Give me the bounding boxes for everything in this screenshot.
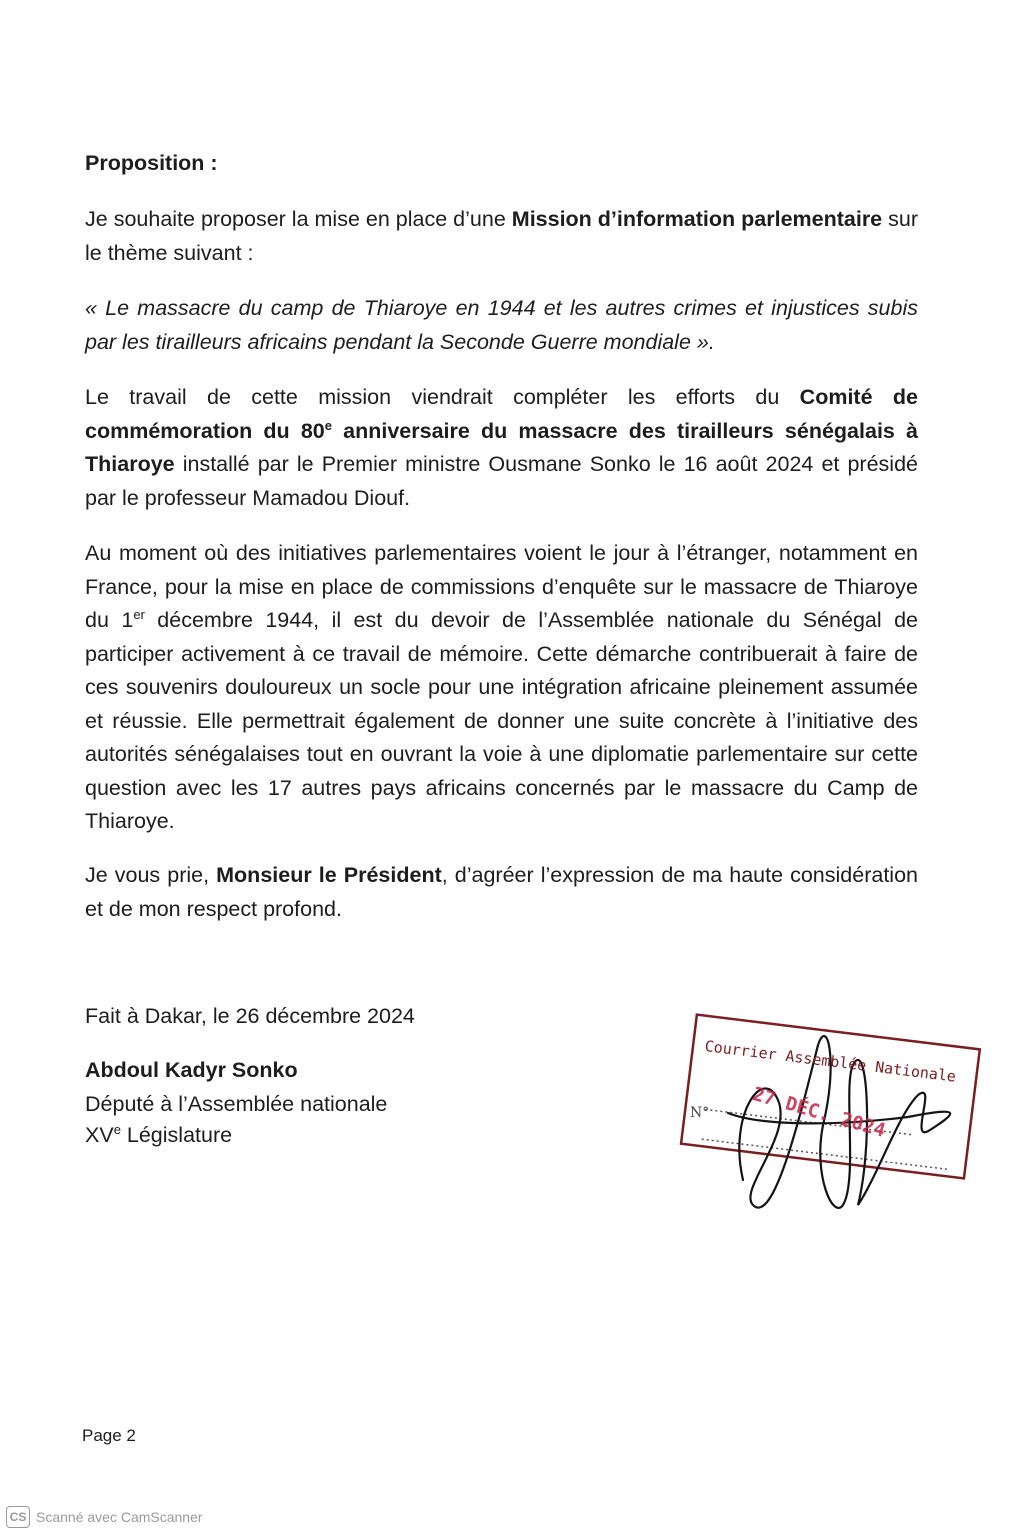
page-number: Page 2 [82,1426,136,1445]
scanner-watermark [6,1506,203,1528]
section-heading: Proposition : [85,151,218,175]
proposal-paragraph: Je souhaite proposer la mise en place d’une Mission d’information parlementaire sur le thème suivant : [85,207,919,265]
mission-title: Mission d’information parlementaire [511,207,883,231]
addressee: Monsieur le Président [216,863,442,887]
stamp-date: 27 DÉC. 2024 [749,1083,888,1142]
stamp-number-label: N° [690,1105,710,1121]
reception-stamp [668,1005,988,1235]
signer-legislature: XVe Législature [85,1122,233,1147]
scanner-text: Scanné avec CamScanner [36,1509,203,1525]
place-and-date: Fait à Dakar, le 26 décembre 2024 [85,1004,415,1028]
committee-paragraph: Le travail de cette mission viendrait compléter les efforts du Comité de commémoration du 80e anniversaire du massacre des tirailleurs sénégalais à Thiaroye installé par le Premier ministre Ousmane Sonko le 16 août 2024 et présidé par le professeur Mamadou Diouf. [85,385,918,510]
context-paragraph: Au moment où des initiatives parlementaires voient le jour à l’étranger, notamment en France, pour la mise en place de commissions d’enquête sur le massacre de Thiaroye du 1er décembre 1944, il est du devoir de l’Assemblée nationale du Sénégal de participer activement à ce travail de mémoire. Cette démarche contribuerait à faire de ces souvenirs douloureux un socle pour une intégration africaine pleinement assumée et réussie. Elle permettrait également de donner une suite concrète à l’initiative des autorités sénégalaises tout en ouvrant la voie à une diplomatie parlementaire sur cette question avec les 17 autres pays africains concernés par le massacre du Camp de Thiaroye. [85,541,918,833]
closing-paragraph: Je vous prie, Monsieur le Président, d’agréer l’expression de ma haute considération et de mon respect profond. [85,863,918,921]
committee-name: Comité de commémoration du 80e anniversaire du massacre des tirailleurs sénégalais à Thiaroye [85,385,918,476]
signer-name: Abdoul Kadyr Sonko [85,1058,298,1082]
stamp-label: Courrier Assemblée Nationale [703,1037,957,1086]
mission-theme-quote: « Le massacre du camp de Thiaroye en 1944 et les autres crimes et injustices subis par les tirailleurs africains pendant la Seconde Guerre mondiale ». [85,296,918,354]
signer-title: Député à l’Assemblée nationale [85,1092,388,1116]
camscanner-icon: CS [6,1506,30,1528]
